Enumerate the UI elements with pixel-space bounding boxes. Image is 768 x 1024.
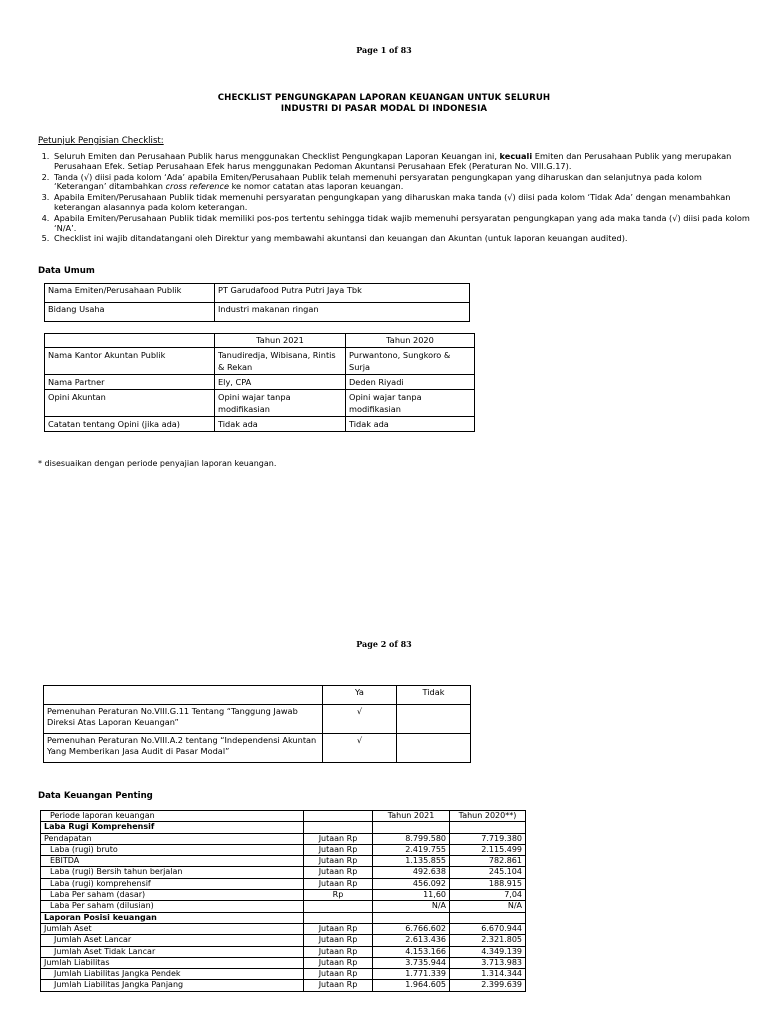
financial-value-2021: 6.766.602 (373, 923, 450, 934)
page-number-2: Page 2 of 83 (356, 639, 412, 649)
financial-item-label: Laba Rugi Komprehensif (41, 822, 304, 833)
financial-item-label: Pendapatan (41, 833, 304, 844)
financial-value-2020 (450, 912, 526, 923)
table-cell-2021: Opini wajar tanpa modifikasian (215, 390, 346, 417)
instruction-item (52, 152, 752, 172)
table-row (44, 705, 471, 734)
financial-value-2020: 2.321.805 (450, 935, 526, 946)
financial-value-2021: 456.092 (373, 878, 450, 889)
financial-value-2020: 188.915 (450, 878, 526, 889)
table-row (41, 867, 526, 878)
title-line-2: INDUSTRI DI PASAR MODAL DI INDONESIA (280, 104, 488, 114)
table-header-cell (44, 686, 323, 705)
financial-value-2021: 3.735.944 (373, 957, 450, 968)
financial-value-2020: 245.104 (450, 867, 526, 878)
financial-value-2020: 7,04 (450, 890, 526, 901)
financial-unit: Jutaan Rp (304, 935, 373, 946)
table-row (45, 417, 475, 432)
instruction-text: Seluruh Emiten dan Perusahaan Publik harus menggunakan Checklist Pengungkapan Laporan Keuangan ini, (54, 151, 497, 161)
financial-value-2021: 4.153.166 (373, 946, 450, 957)
table-row (45, 375, 475, 390)
financial-table-body (41, 811, 526, 992)
table-header-cell: Tahun 2020 (346, 334, 475, 348)
table-row (41, 935, 526, 946)
financial-unit: Jutaan Rp (304, 844, 373, 855)
title-line-1: CHECKLIST PENGUNGKAPAN LAPORAN KEUANGAN UNTUK SELURUH (217, 93, 551, 103)
page-number-1: Page 1 of 83 (356, 45, 412, 55)
empty-cell (397, 705, 471, 734)
table-row (44, 734, 471, 763)
financial-value-2021: 2.613.436 (373, 935, 450, 946)
financial-unit: Jutaan Rp (304, 969, 373, 980)
table-row (41, 901, 526, 912)
instruction-item: 3. Apabila Emiten/Perusahaan Publik tidak memenuhi persyaratan pengungkapan yang diharuskan maka tanda (√) diisi pada kolom ‘Tidak Ada’ dengan menambahkan keterangan alasannya pada kolom keterangan. (52, 193, 752, 213)
table-cell-label: Nama Emiten/Perusahaan Publik (45, 284, 215, 303)
table-row (41, 923, 526, 934)
empty-cell (397, 734, 471, 763)
table-cell-2021: Tidak ada (215, 417, 346, 432)
financial-unit: Jutaan Rp (304, 946, 373, 957)
financial-item-label: Laba (rugi) bruto (41, 844, 304, 855)
table-cell-2020: Deden Riyadi (346, 375, 475, 390)
financial-item-label: Jumlah Aset Tidak Lancar (41, 946, 304, 957)
financial-value-2020: 782.861 (450, 856, 526, 867)
financial-item-label: Laba (rugi) komprehensif (41, 878, 304, 889)
table-cell-2020: Opini wajar tanpa modifikasian (346, 390, 475, 417)
auditor-table (44, 333, 475, 432)
table-header-row (45, 334, 475, 348)
instruction-emphasis: kecuali (499, 151, 533, 161)
financial-unit: Jutaan Rp (304, 833, 373, 844)
general-data-table (44, 283, 470, 322)
financial-value-2020 (450, 822, 526, 833)
table-row (41, 890, 526, 901)
financial-value-2020: 2.399.639 (450, 980, 526, 991)
instruction-item: 4. Apabila Emiten/Perusahaan Publik tidak memiliki pos-pos tertentu sehingga tidak wajib memenuhi persyaratan pengungkapan yang ada maka tanda (√) diisi pada kolom ‘N/A’. (52, 214, 752, 234)
footnote: * disesuaikan dengan periode penyajian laporan keuangan. (38, 459, 277, 468)
financial-item-label: Laba (rugi) Bersih tahun berjalan (41, 867, 304, 878)
financial-value-2020: 4.349.139 (450, 946, 526, 957)
financial-value-2021 (373, 822, 450, 833)
check-mark: √ (323, 705, 397, 734)
table-row (41, 878, 526, 889)
table-header-row (44, 686, 471, 705)
financial-unit (304, 901, 373, 912)
financial-item-label: Jumlah Liabilitas (41, 957, 304, 968)
group-row (41, 822, 526, 833)
regulation-text: Pemenuhan Peraturan No.VIII.G.11 Tentang “Tanggung Jawab Direksi Atas Laporan Keuangan” (44, 705, 323, 734)
financial-item-label: Jumlah Aset (41, 923, 304, 934)
table-cell-label: Catatan tentang Opini (jika ada) (45, 417, 215, 432)
financial-item-label: EBITDA (41, 856, 304, 867)
table-header-cell: Tahun 2021 (215, 334, 346, 348)
table-row (41, 856, 526, 867)
financial-heading: Data Keuangan Penting (38, 791, 153, 801)
financial-item-label: Laba Per saham (dasar) (41, 890, 304, 901)
financial-value-2021: 1.135.855 (373, 856, 450, 867)
instructions-list (38, 152, 752, 245)
financial-unit: Jutaan Rp (304, 856, 373, 867)
table-header-cell: Tahun 2021 (373, 811, 450, 822)
financial-value-2020: 1.314.344 (450, 969, 526, 980)
financial-unit: Jutaan Rp (304, 867, 373, 878)
financial-item-label: Jumlah Liabilitas Jangka Pendek (41, 969, 304, 980)
table-cell-value: PT Garudafood Putra Putri Jaya Tbk (215, 284, 470, 303)
table-header-cell (304, 811, 373, 822)
instruction-text: Tanda (√) diisi pada kolom ‘Ada’ apabila Emiten/Perusahaan Publik telah memenuhi persyaratan pengungkapan yang diharuskan dan selanjutnya pada kolom ‘Keterangan’ ditambahkan (54, 171, 702, 192)
financial-value-2020: 6.670.944 (450, 923, 526, 934)
financial-value-2021: 492.638 (373, 867, 450, 878)
financial-item-label: Jumlah Aset Lancar (41, 935, 304, 946)
table-cell-label: Nama Partner (45, 375, 215, 390)
financial-value-2021: 8.799.580 (373, 833, 450, 844)
instruction-text: ke nomor catatan atas laporan keuangan. (231, 181, 404, 192)
table-cell-2020: Purwantono, Sungkoro & Surja (346, 348, 475, 375)
table-cell-label: Bidang Usaha (45, 303, 215, 322)
financial-value-2021 (373, 912, 450, 923)
instruction-italic: cross reference (165, 181, 229, 192)
table-cell-2021: Ely, CPA (215, 375, 346, 390)
table-row (41, 946, 526, 957)
financial-unit: Jutaan Rp (304, 980, 373, 991)
instruction-text: Emiten dan Perusahaan Publik yang merupakan Perusahaan Efek. Setiap Perusahaan Efek harus menggunakan Pedoman Akuntansi Perusahaan Efek (Peraturan No. VIII.G.17). (54, 151, 732, 171)
financial-unit: Jutaan Rp (304, 957, 373, 968)
financial-value-2021: 11,60 (373, 890, 450, 901)
regulation-text: Pemenuhan Peraturan No.VIII.A.2 tentang “Independensi Akuntan Yang Memberikan Jasa Audit di Pasar Modal” (44, 734, 323, 763)
table-header-cell: Ya (323, 686, 397, 705)
table-row (45, 284, 470, 303)
document-title (0, 93, 768, 115)
financial-unit: Rp (304, 890, 373, 901)
financial-unit: Jutaan Rp (304, 923, 373, 934)
financial-unit: Jutaan Rp (304, 878, 373, 889)
table-header-row (41, 811, 526, 822)
financial-unit (304, 822, 373, 833)
table-row (45, 390, 475, 417)
table-row (45, 348, 475, 375)
financial-item-label: Laba Per saham (dilusian) (41, 901, 304, 912)
table-header-cell (45, 334, 215, 348)
instruction-item (52, 173, 752, 193)
table-row (41, 980, 526, 991)
financial-value-2021: 2.419.755 (373, 844, 450, 855)
table-cell-value: Industri makanan ringan (215, 303, 470, 322)
table-cell-2021: Tanudiredja, Wibisana, Rintis & Rekan (215, 348, 346, 375)
financial-unit (304, 912, 373, 923)
table-cell-2020: Tidak ada (346, 417, 475, 432)
financial-value-2020: 3.713.983 (450, 957, 526, 968)
table-row (41, 957, 526, 968)
financial-value-2021: 1.771.339 (373, 969, 450, 980)
table-cell-label: Nama Kantor Akuntan Publik (45, 348, 215, 375)
table-row (41, 844, 526, 855)
instructions-heading: Petunjuk Pengisian Checklist: (38, 136, 164, 146)
financial-value-2020: 2.115.499 (450, 844, 526, 855)
financial-item-label: Laporan Posisi keuangan (41, 912, 304, 923)
table-header-cell: Tahun 2020**) (450, 811, 526, 822)
table-row (45, 303, 470, 322)
table-cell-label: Opini Akuntan (45, 390, 215, 417)
instruction-item: 5. Checklist ini wajib ditandatangani oleh Direktur yang membawahi akuntansi dan keuangan dan Akuntan (untuk laporan keuangan audited). (52, 234, 752, 244)
table-header-cell: Periode laporan keuangan (41, 811, 304, 822)
check-mark: √ (323, 734, 397, 763)
financial-value-2021: 1.964.605 (373, 980, 450, 991)
financial-table (40, 810, 526, 992)
group-row (41, 912, 526, 923)
financial-item-label: Jumlah Liabilitas Jangka Panjang (41, 980, 304, 991)
financial-value-2020: N/A (450, 901, 526, 912)
financial-value-2021: N/A (373, 901, 450, 912)
financial-value-2020: 7.719.380 (450, 833, 526, 844)
regulation-table (43, 685, 471, 763)
table-header-cell: Tidak (397, 686, 471, 705)
table-row (41, 969, 526, 980)
table-row (41, 833, 526, 844)
data-umum-heading: Data Umum (38, 266, 95, 276)
